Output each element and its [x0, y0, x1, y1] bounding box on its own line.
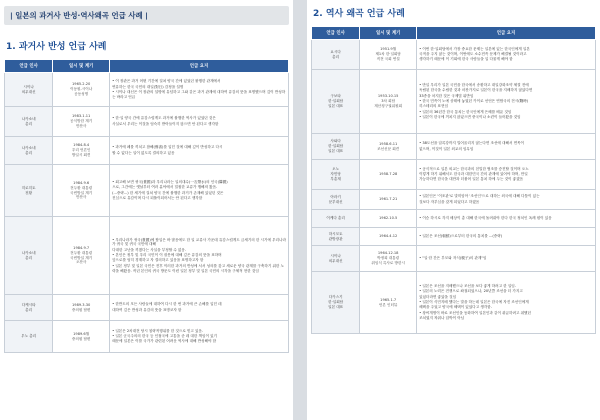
section-title: 2. 역사 왜곡 언급 사례	[313, 9, 405, 19]
summary-line: (...중략...) 한 세기에 걸쳐 양국 간에 불행한 과거가 존재해 있었던 것은	[112, 190, 224, 195]
table-row	[312, 134, 596, 160]
summary-line: 이렇게 하기 위해서도 한국과 대한민국 간의 관계에 있어야 하며, 만일	[419, 172, 528, 177]
speaker-cell: 시이나 외무대신	[5, 73, 53, 107]
header-speaker: 언급 인사	[312, 27, 360, 40]
date-cell: 1965.1.7 언론 인터뷰	[360, 272, 417, 334]
speaker-cell: 다케시타 총리	[5, 295, 53, 321]
table-row	[312, 70, 596, 134]
table-row	[5, 295, 289, 321]
date-cell: 1983.1.11 공식방한 계기 만찬사	[53, 107, 110, 137]
summary-line: • 이 장관은 과거 어떤 기간에 걸쳐 양국 간에 있었던 불행한 관계에서	[112, 79, 221, 84]
distortion-table-body	[312, 40, 596, 334]
date-cell: 1965.2.20 이동원-시이나 공동성명	[53, 73, 110, 107]
summary-line: 다대한 고난을 끼쳤다는 사실을 부정할 수 없음.	[112, 247, 187, 252]
speaker-cell: 다카스기 한·일회담 일본 대표	[312, 272, 360, 334]
speaker-cell: 이케다 총리	[312, 210, 360, 228]
summary-cell	[110, 321, 289, 353]
summary-line: 할 수 없다는 일이 없도록 결의하고 있음	[112, 150, 175, 155]
summary-line: • 일본이 식민지배 했다는 말을 하는데 일본은 한국에 자진 조선인에게	[419, 300, 529, 305]
speaker-cell: 오노 자민당 부총재	[312, 160, 360, 190]
table-row	[5, 217, 289, 295]
table-row	[312, 160, 596, 190]
summary-cell	[417, 190, 596, 210]
summary-cell	[110, 295, 289, 321]
summary-line: 독립된 한국을 수립한 것과 마찬가지로 일본이 한국을 지배하지 않았다면	[419, 88, 533, 93]
speaker-cell: 요시다 총리	[312, 40, 360, 70]
table-row	[312, 190, 596, 210]
summary-line: • 일본은 조선을 지배했으나 조선을 보다 좋게 하려고 한 일임.	[419, 284, 516, 289]
speaker-cell: 나카소네 총리	[5, 217, 53, 295]
date-cell: 1962.10.5	[360, 210, 417, 228]
summary-line: • 시이나 대신은 이 장관의 설명에 유념하고 그와 같은 과거 관계에 대하여 유감의 뜻을 표명했으며 깊이 반성하는 바라고 언급	[112, 90, 286, 99]
date-cell: 1984.8.4 우리 언론인 방일시 회견	[53, 137, 110, 165]
summary-line: • 일본인은 '이조관'로 말미암아 '조선인'으로 대하는 외국에 대해 다툼이 있는	[419, 194, 540, 199]
summary-cell	[417, 272, 596, 334]
speaker-cell: 나카소네 총리	[5, 107, 53, 137]
summary-line: • 일본은 조선(朝鮮)으로부터 한국의 통치를 ...(중략)	[419, 234, 503, 239]
summary-line: • 일본은 2차대전 당시 침략적행위를 한 것으로 믿고 있음.	[112, 328, 204, 333]
summary-line: • 한반도의 모든 사람들에 대하여 다시 한 번 과거에 큰 손해를 입힌 데	[112, 302, 222, 307]
speaker-cell: 나카소네 총리	[5, 137, 53, 165]
date-cell: 1961.7.21	[360, 190, 417, 210]
summary-line: • 일본의 36년간 한국 통치는 한국인에게 은혜를 베푼 것임	[419, 109, 512, 114]
table-row	[312, 40, 596, 70]
table-header-row	[312, 27, 596, 40]
table-row	[5, 321, 289, 353]
summary-line: • 만일 우리가 일본 국민을 한국에서 송환하고 대일강화조약 체결 전에	[419, 83, 529, 88]
date-cell: 1984.9.7 전두환 대통령 국빈방일 계기 오찬사	[53, 217, 110, 295]
summary-cell	[110, 137, 289, 165]
summary-cell	[110, 73, 289, 107]
header-date: 일시 및 계기	[360, 27, 417, 40]
summary-cell	[417, 160, 596, 190]
summary-cell	[110, 165, 289, 217]
table-row	[312, 246, 596, 272]
summary-line: 조치였지 착취나 압박이 아님	[419, 316, 465, 321]
summary-line: 으로, 그간에는 옛날부터 여러 분야에서 밀접한 교류가 행해져 왔음.	[112, 185, 218, 190]
table-row	[5, 165, 289, 217]
table-row	[5, 107, 289, 137]
date-cell: 1953.10.15 3차 회담 재산청구권위원회	[360, 70, 417, 134]
summary-line: • 일본의 노력은 전쟁으로 좌절되었으나, 20년쯤 조선을 더 가지고	[419, 289, 523, 294]
header-summary: 언급 요지	[417, 27, 596, 40]
speaker-cell: 구보타 한·일회담 일본 대표	[312, 70, 360, 134]
header-summary: 언급 요지	[110, 60, 289, 73]
summary-cell	[417, 70, 596, 134]
date-cell: 1951.9월 제1차 한·일회담 직전 국회 연설	[360, 40, 417, 70]
apology-table-body	[5, 73, 289, 353]
summary-line: 있었더라면 좋았을 것임	[419, 294, 457, 299]
table-row	[5, 73, 289, 107]
speaker-cell: 하시모토 관방장관	[312, 228, 360, 246]
summary-line: 혜택을 주었고 양국에 혜택이 있었다고 생각함.	[419, 305, 492, 310]
left-page	[0, 0, 293, 420]
summary-line: • 회고해 보면 귀국(貴國)과 우리나라는 일의대수(一衣帶水)의 인국(隣國)	[112, 180, 228, 185]
summary-cell	[417, 228, 596, 246]
summary-line: 연유하는 한국 국민의 대일(對日) 감정을 설명	[112, 84, 184, 89]
section-banner: | 일본의 과거사 반성·역사왜곡 언급 사례 |	[4, 6, 289, 25]
summary-cell	[417, 40, 596, 70]
summary-line: 국적을 주지 않는 것이며, 이번에도 소수민족 문제가 해결될 것이라고	[419, 52, 527, 57]
date-cell: 1989.6월 중의원 답변	[53, 321, 110, 353]
section-title: 1. 과거사 반성 언급 사례	[6, 42, 107, 52]
summary-line: 진심으로 유감이며 다시 되풀이되어서는 안 된다고 생각함	[112, 196, 203, 201]
summary-line: • 창씨개명이 바로 조선인을 동화하여 일본인과 같이 취급하려고 취했던	[419, 310, 531, 315]
summary-line: • 38도선을 압록강까지 밀어올리지 않는다면 조선에 대해서 면목이	[419, 141, 525, 146]
speaker-cell: 히로히토 천황	[5, 165, 53, 217]
summary-line: • 한국 민족이 노예 상태에 놓였던 카이로 선언은 연합국의 전시(戰時)	[419, 99, 529, 104]
summary-line: 사실로서 우리는 이것을 엄숙히 받아들이지 않으면 안 된다고 생각함	[112, 121, 219, 126]
summary-line: 33종을 차지한 것은 국제법 위반임	[419, 93, 474, 98]
summary-cell	[110, 107, 289, 137]
summary-line: • 본인은 정부 및 우리 국민이 이 잘못에 대해 깊은 유감의 뜻을 표하며	[112, 253, 222, 258]
summary-line: 대하여 깊은 반성과 유감의 뜻을 표명코자 함	[112, 307, 182, 312]
table-row	[312, 210, 596, 228]
summary-line: • 한·일 양국 간에 유감스럽게도 과거에 불행한 역사가 있었던 것은	[112, 116, 216, 121]
summary-line: 히스테리의 표현임	[419, 104, 448, 109]
right-page	[307, 0, 600, 420]
summary-line: 것보다 자부심을 갖게 되었다고 하겠음	[419, 199, 480, 204]
speaker-cell: 아라키 문부대신	[312, 190, 360, 210]
summary-cell	[110, 217, 289, 295]
summary-line: • "일·한 간은 부모와 자식(親子)의 관계"임	[419, 256, 487, 261]
date-cell: 1989.3.30 중의원 답변	[53, 295, 110, 321]
summary-cell	[417, 246, 596, 272]
summary-cell	[417, 134, 596, 160]
header-speaker: 언급 인사	[5, 60, 53, 73]
summary-line: • 이번 한·일회담에서 가장 중요한 문제는 일본에 있는 한국인에게 일본	[419, 46, 530, 51]
table-row	[312, 272, 596, 334]
summary-cell	[417, 210, 596, 228]
table-row	[5, 137, 289, 165]
date-cell: 1964.12.18 박정희 대통령 취임식 특사로 방한시	[360, 246, 417, 272]
date-cell: 1958.7.28	[360, 160, 417, 190]
summary-line: • 일본 군국주의의 한국 등 인접국에 고통을 준 데 대한 책임이 있기	[112, 334, 218, 339]
apology-table	[4, 59, 289, 353]
table-row	[312, 228, 596, 246]
date-cell: 1984.9.6 전두환 대통령 국빈방일 계기 만찬사	[53, 165, 110, 217]
summary-line: 없으며, 이것이 일본 외교의 임무임	[419, 146, 474, 151]
speaker-cell: 시이나 외무대신	[312, 246, 360, 272]
page-gutter	[293, 0, 307, 420]
speaker-cell: 사와다 한·일회담 일본 대표	[312, 134, 360, 160]
summary-line: • 일본이 한국에 끼치지 않았으면 중국이나 소련이 들어왔을 것임	[419, 115, 521, 120]
summary-line: 가능하다면 한국을 대만과 더불어 일본 통치 하에 두는 것이 좋겠음	[419, 177, 524, 182]
summary-line: 때문에 일본은 이를 국가가 관련된 어려운 역사에 대해 반성해야 함	[112, 339, 217, 344]
summary-line: • 우리나라가 귀국(貴國)에 합입은 바 많음에도 한 일 교류사 가운데 유감스럽게도 금세기의 한 시기에 우리나라가 귀국 및 귀국 국민에 대해	[112, 237, 286, 247]
summary-line: 앞으로를 엄히 경계하고 자 결의하고 있음을 표명하고자 함	[112, 258, 204, 263]
summary-line: • 일본 정부 및 일본 국민은 전후 이러한 과거의 반성에 서서 성의를 갖고 새로운 양국 관계를 구축하기 위한 노력을 해왔음. 작년 본인의 귀국 방문도 이런 일본 정부 및 일본 국민의 시각을 구체적 현한 것임	[112, 263, 285, 273]
table-header-row	[5, 60, 289, 73]
summary-line: • 이승 하시로 각지 배상이 총 대해 한국에 돌려줘야 한다 한국 정치인 옥례 원이 있음	[419, 216, 552, 221]
summary-line: • 공식적으로 일본 외교는 한국과의 친밀한 협조를 증진할 것이며 오노	[419, 166, 529, 171]
speaker-cell: 우노 총리	[5, 321, 53, 353]
date-cell: 1958.6.11 조선신문 회견	[360, 134, 417, 160]
distortion-table	[311, 26, 596, 334]
header-date: 일시 및 계기	[53, 60, 110, 73]
summary-line: • 과거에 폐를 끼치고 참해(慘害)를 입힌 것에 대해 깊이 반성하고 다시	[112, 145, 223, 150]
date-cell: 1964.4.12	[360, 228, 417, 246]
summary-line: 생각하기 때문에 이 기회에 한국 사람들을 입 다물게 해야 함	[419, 57, 513, 62]
